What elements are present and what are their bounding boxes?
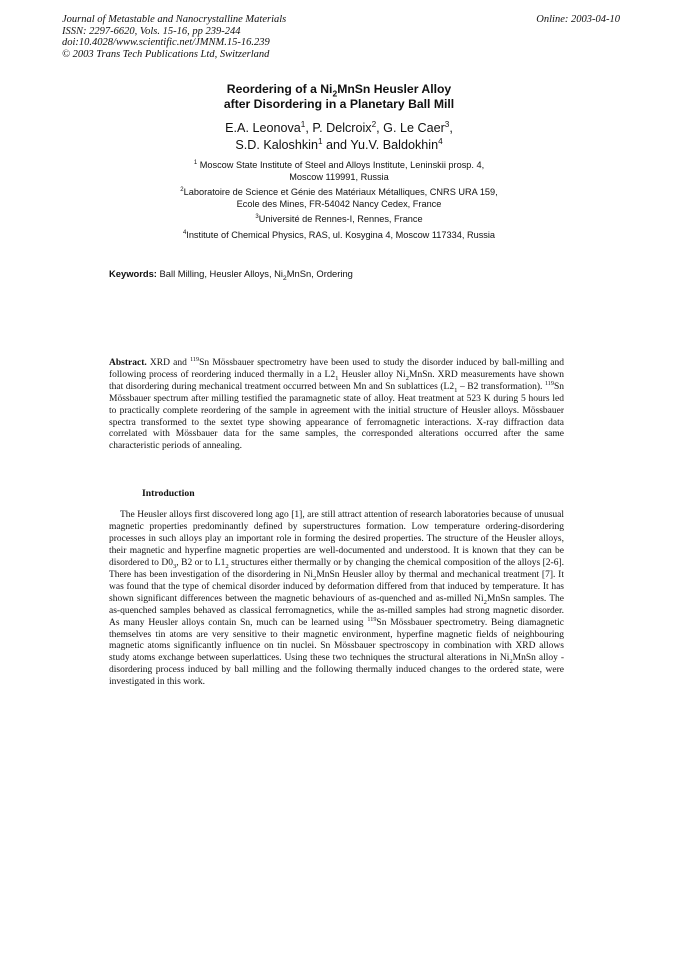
issn-line: ISSN: 2297-6620, Vols. 15-16, pp 239-244 [62,25,241,37]
affiliations [0,160,678,245]
authors-line-1: E.A. Leonova$^1$, P. Delcroix$^2$, G. Le Caer$^3$, [225,119,453,135]
affiliation-1: $^1$ Moscow State Institute of Steel and Alloys Institute, Leninskii prosp. 4, Moscow 119991, Russia [193,159,485,182]
introduction-body: The Heusler alloys first discovered long ago [1], are still attract attention of research laboratories because of unusual magnetic properties predominantly defined by superstructures formation. Low temperature ordering-disordering processes in such alloys play an important role in forming the desired properties. The structure of the Heusler alloys, their magnetic and hyperfine magnetic properties are well-documented and understood. It is known that they can be disordered to $D0_3$, B2 or to $L1_2$ structures either thermally or by changing the chemical composition of the alloys [2-6]. There has been investigation of the disordering in $Ni_2MnSn$ Heusler alloy by thermal and mechanical treatment [7]. It was found that the type of chemical disorder induced by deformation differed from that induced by temperature. It has shown significant differences between the magnetic behaviours of as-quenched and as-milled $Ni_2MnSn$ samples. The as-quenched samples behaved as classical ferromagnetics, while the as-milled samples had strong magnetic disorder. As many Heusler alloys contain Sn, much can be learned using $^{119}$Sn Mössbauer spectrometry. Being diamagnetic themselves tin atoms are very sensitive to their magnetic environment, hyperfine magnetic fields of neighbouring magnetic atoms significantly influence on tin nuclei. Sn Mössbauer spectroscopy in combination with XRD allows study atoms exchange between superlattices. Using these two techniques the structural alterations in $Ni_2MnSn$ alloy - disordering process induced by ball milling and the following thermally induced changes to the ordered state, were investigated in this work. [109,510,565,688]
affiliation-2: $^2$Laboratoire de Science et Génie des Matériaux Métalliques, CNRS URA 159, Ecole des Mines, FR-54042 Nancy Cedex, France [180,186,498,209]
introduction-heading: Introduction [142,488,195,499]
journal-name: Journal of Metastable and Nanocrystalline Materials [62,14,287,25]
keywords: Keywords: Ball Milling, Heusler Alloys, $Ni_2MnSn$, Ordering [109,268,353,282]
paper-title [0,82,678,112]
abstract: Abstract. XRD and $^{119}$Sn Mössbauer spectrometry have been used to study the disorder induced by ball-milling and following process of reordering induced thermally in a $L2_1$ Heusler alloy $Ni_2MnSn$. XRD measurements have shown that disordering during mechanical treatment occurred between Mn and Sn sublattices ($L2_1 - B2$ transformation). $^{119}$Sn Mössbauer spectrum after milling testified the paramagnetic state of alloy. Heat treatment at 523 K during 5 hours led to practically complete reordering of the sample in agreement with the initial structure of Heusler alloys. Mössbauer spectra transformed to the sextet type showing appearance of ferromagnetic interactions. X-ray diffraction data correlated with Mössbauer data for the same samples, the corresponded alterations occurred after the same characteristic periods of annealing. [109,356,565,452]
author-list [0,120,678,154]
authors-line-2: S.D. Kaloshkin$^1$ and Yu.V. Baldokhin$^4$ [235,136,443,152]
title-line-1: Reordering of a $Ni_2MnSn$ Heusler Alloy [226,82,452,99]
keywords-label: Keywords: [109,268,157,279]
online-date: Online: 2003-04-10 [536,14,620,25]
affiliation-3: $^3$Université de Rennes-I, Rennes, France [255,213,423,224]
journal-header [62,14,286,60]
abstract-label: Abstract. [109,358,147,368]
doi-line: doi:10.4028/www.scientific.net/JMNM.15-16.239 [62,37,270,48]
title-line-2: after Disordering in a Planetary Ball Mill [223,97,455,111]
copyright-line: © 2003 Trans Tech Publications Ltd, Switzerland [62,48,270,60]
affiliation-4: $^4$Institute of Chemical Physics, RAS, ul. Kosygina 4, Moscow 117334, Russia [182,229,496,240]
